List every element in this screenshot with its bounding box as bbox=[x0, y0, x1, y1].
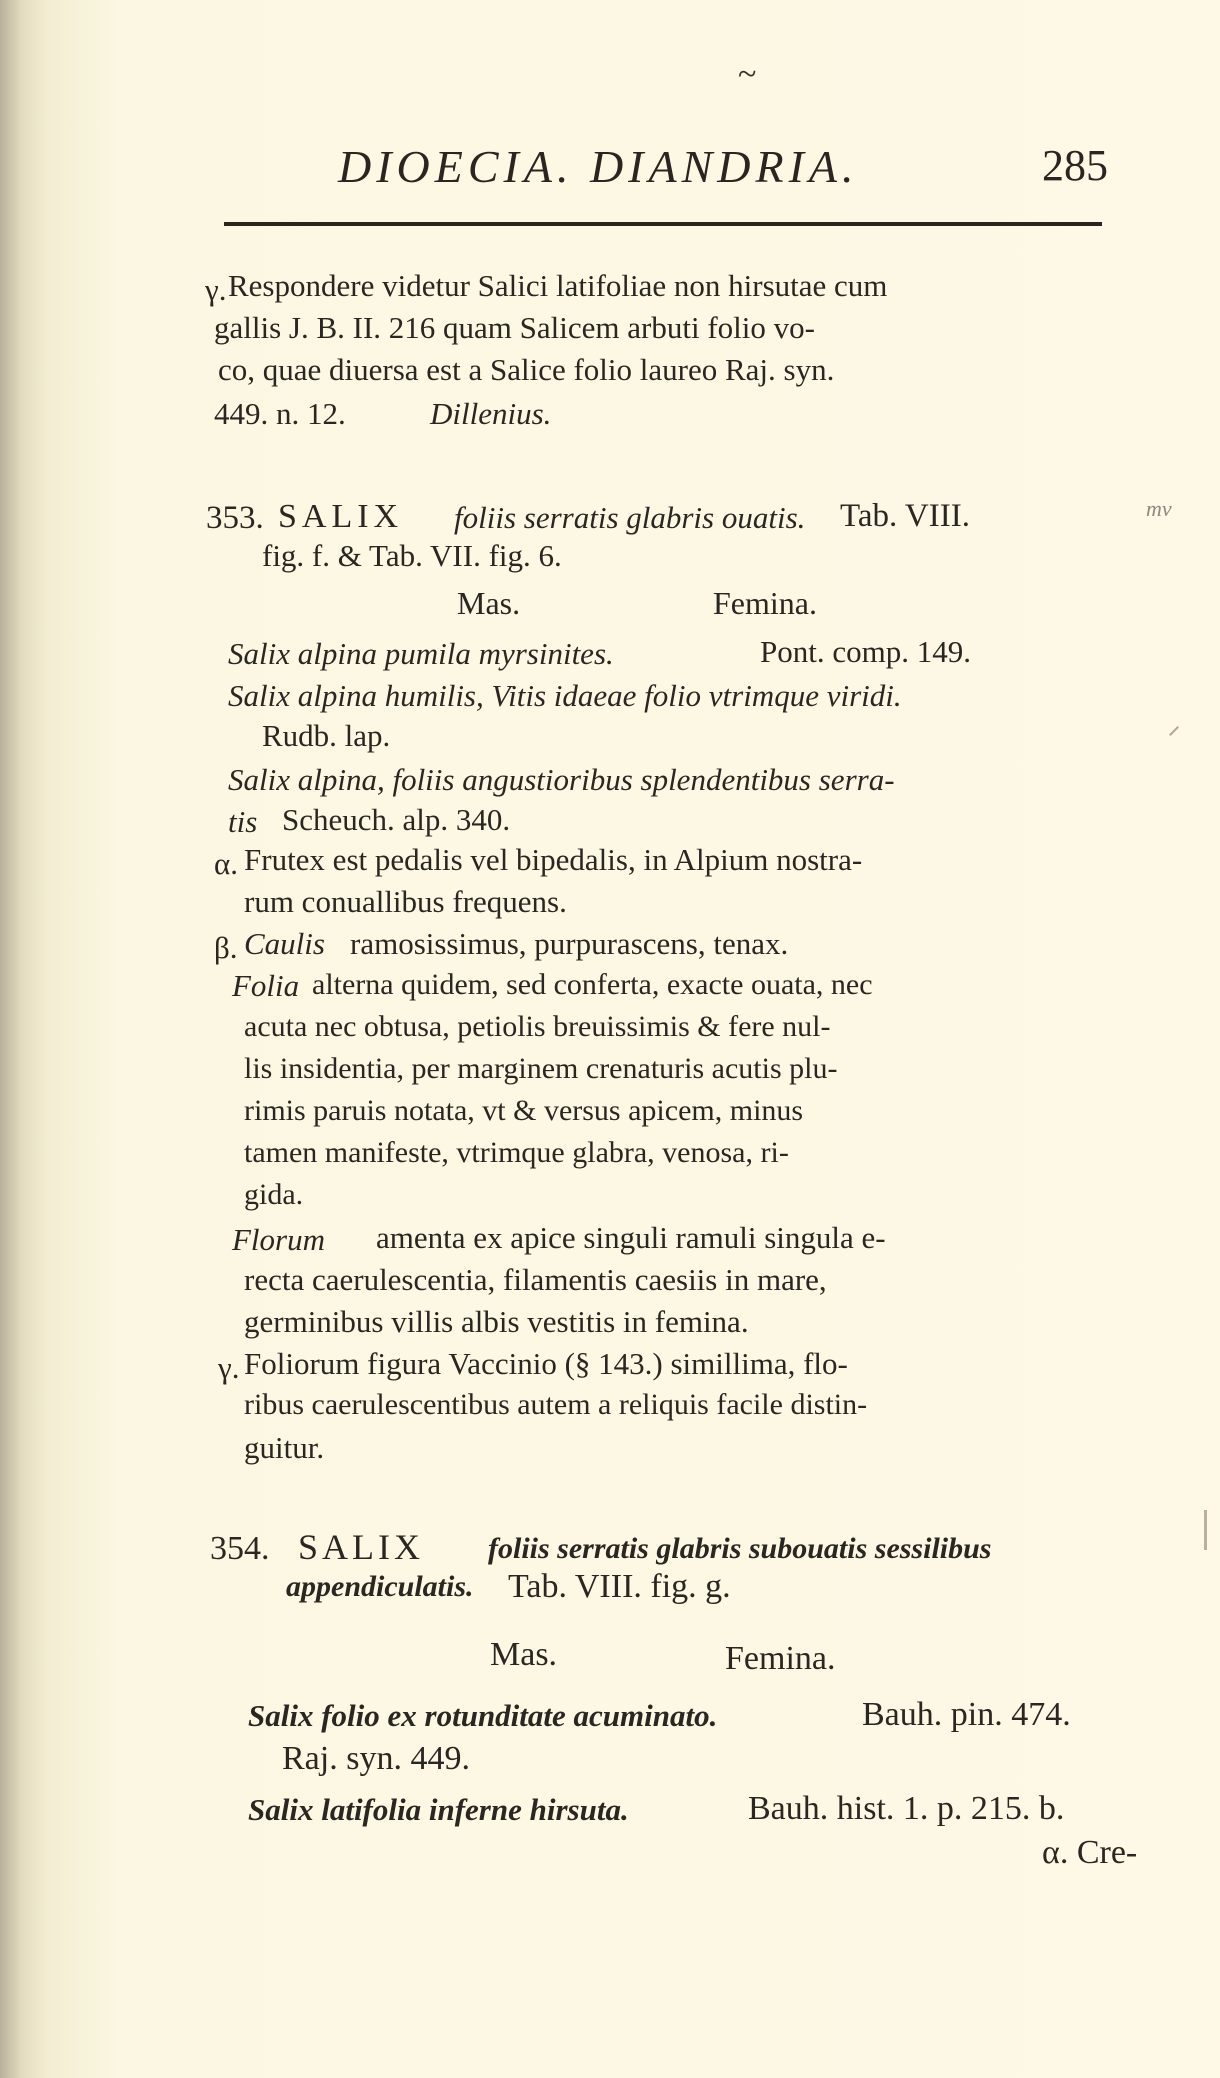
species-354-mas: Mas. bbox=[490, 1636, 558, 1673]
entry-gamma-line-1: Respondere videtur Salici latifoliae non hirsutae cum bbox=[228, 268, 888, 303]
species-354-ref: Tab. VIII. fig. g. bbox=[508, 1568, 731, 1605]
species-353-number: 353. bbox=[206, 500, 264, 536]
species-353-syn-3-italic-b: tis bbox=[228, 804, 258, 839]
species-353-diagnosis: foliis serratis glabris ouatis. bbox=[454, 500, 806, 535]
species-353-syn-1-ref: Pont. comp. 149. bbox=[760, 634, 971, 669]
folia-line-1: alterna quidem, sed conferta, exacte ouata, nec bbox=[312, 968, 873, 1001]
margin-bar bbox=[1204, 1510, 1207, 1550]
folia-label: Folia bbox=[232, 968, 300, 1003]
gamma-label: γ. bbox=[218, 1350, 240, 1385]
entry-gamma-line-4: 449. n. 12. bbox=[214, 396, 346, 431]
species-354-syn-1-italic: Salix folio ex rotunditate acuminato. bbox=[248, 1698, 718, 1733]
header-rule bbox=[224, 222, 1102, 226]
folia-line-2: acuta nec obtusa, petiolis breuissimis & fere nul- bbox=[244, 1010, 831, 1043]
species-353-syn-2-ref: Rudb. lap. bbox=[262, 718, 391, 753]
florum-label: Florum bbox=[232, 1222, 325, 1257]
folia-line-3: lis insidentia, per marginem crenaturis acutis plu- bbox=[244, 1052, 838, 1085]
species-354-syn-2-line2: α. Cre- bbox=[1042, 1834, 1138, 1871]
species-353-ref-1: Tab. VIII. bbox=[840, 498, 970, 534]
entry-gamma-author: Dillenius. bbox=[430, 396, 552, 431]
folia-line-4: rimis paruis notata, vt & versus apicem, minus bbox=[244, 1094, 804, 1127]
species-354-syn-2-italic: Salix latifolia inferne hirsuta. bbox=[248, 1792, 629, 1827]
folia-line-5: tamen manifeste, vtrimque glabra, venosa, ri- bbox=[244, 1136, 789, 1169]
species-354-genus: SALIX bbox=[298, 1527, 424, 1567]
top-mark: ~ bbox=[738, 56, 757, 93]
entry-gamma-label: γ. bbox=[205, 272, 227, 307]
species-354-syn-2-ref: Bauh. hist. 1. p. 215. b. bbox=[748, 1790, 1065, 1827]
species-354-syn-1-ref: Bauh. pin. 474. bbox=[862, 1696, 1071, 1733]
entry-gamma-line-2: gallis J. B. II. 216 quam Salicem arbuti folio vo- bbox=[214, 310, 815, 345]
species-353-syn-3-ref: Scheuch. alp. 340. bbox=[282, 802, 511, 837]
species-353-syn-3-italic-a: Salix alpina, foliis angustioribus splendentibus serra- bbox=[228, 762, 895, 797]
species-354-number: 354. bbox=[210, 1530, 270, 1567]
gamma-line-1: Foliorum figura Vaccinio (§ 143.) simillima, flo- bbox=[244, 1346, 848, 1381]
page-number: 285 bbox=[1042, 141, 1108, 190]
species-353-syn-2-italic: Salix alpina humilis, Vitis idaeae folio vtrimque viridi. bbox=[228, 678, 902, 713]
alpha-line-1: Frutex est pedalis vel bipedalis, in Alpium nostra- bbox=[244, 842, 863, 877]
alpha-line-2: rum conuallibus frequens. bbox=[244, 884, 567, 919]
beta-label: β. bbox=[214, 930, 238, 965]
species-353-syn-1-italic: Salix alpina pumila myrsinites. bbox=[228, 636, 614, 671]
beta-text: ramosissimus, purpurascens, tenax. bbox=[350, 926, 789, 961]
folia-line-6: gida. bbox=[244, 1178, 304, 1211]
species-354-femina: Femina. bbox=[725, 1640, 836, 1677]
species-353-genus: SALIX bbox=[278, 498, 404, 535]
species-353-femina: Femina. bbox=[713, 585, 817, 621]
species-354-syn-1-line2: Raj. syn. 449. bbox=[282, 1740, 470, 1777]
beta-caulis: Caulis bbox=[244, 926, 325, 961]
entry-gamma-line-3: co, quae diuersa est a Salice folio laureo Raj. syn. bbox=[218, 352, 835, 387]
florum-line-1: amenta ex apice singuli ramuli singula e- bbox=[376, 1220, 886, 1255]
species-353-ref-2: fig. f. & Tab. VII. fig. 6. bbox=[262, 538, 562, 573]
alpha-label: α. bbox=[214, 846, 238, 881]
species-354-diagnosis-2: appendiculatis. bbox=[286, 1570, 474, 1603]
florum-line-3: germinibus villis albis vestitis in femina. bbox=[244, 1304, 749, 1339]
species-353-margin-note: mv bbox=[1146, 496, 1172, 521]
gamma-line-2: ribus caerulescentibus autem a reliquis facile distin- bbox=[244, 1388, 868, 1421]
species-353-mas: Mas. bbox=[457, 585, 521, 621]
running-title: DIOECIA. DIANDRIA. bbox=[338, 141, 859, 192]
gamma-line-3: guitur. bbox=[244, 1430, 325, 1465]
florum-line-2: recta caerulescentia, filamentis caesiis in mare, bbox=[244, 1262, 827, 1297]
species-354-diagnosis-1: foliis serratis glabris subouatis sessilibus bbox=[488, 1532, 992, 1565]
